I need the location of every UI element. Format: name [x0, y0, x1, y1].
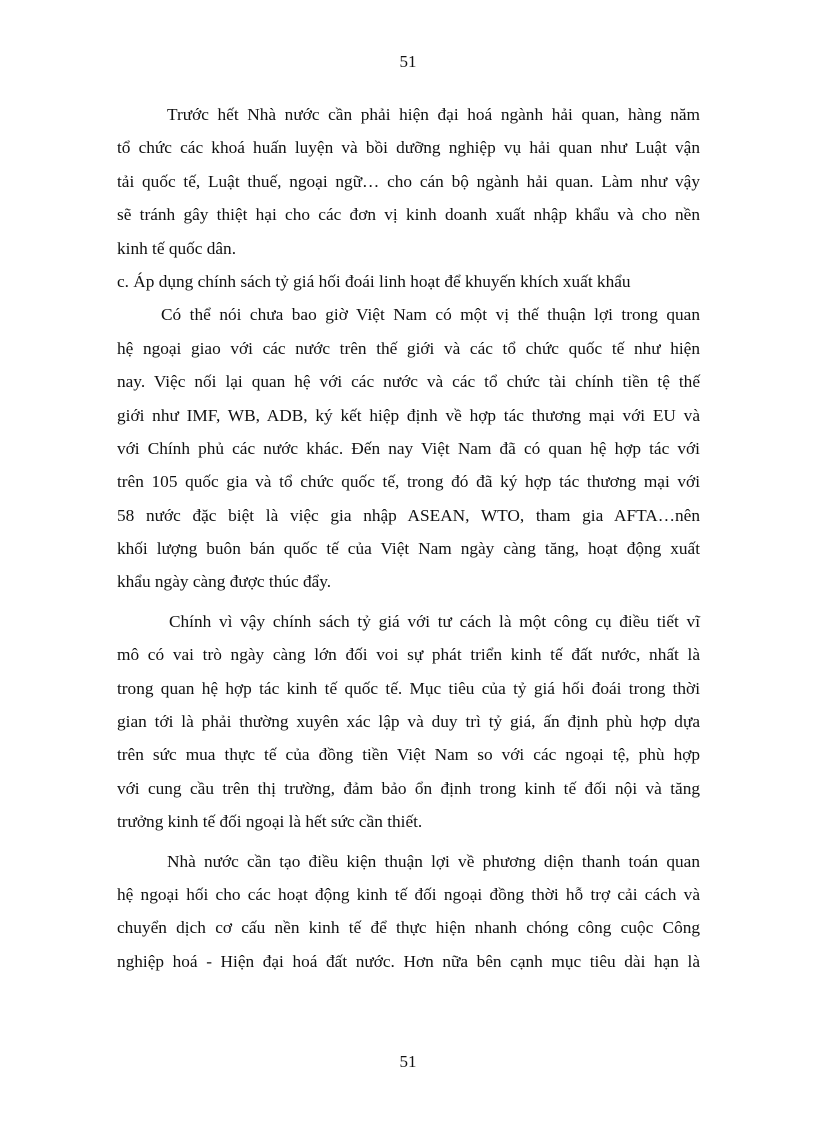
text-line: với cung cầu trên thị trường, đảm bảo ổn định trong kinh tế đối nội và tăng — [117, 778, 700, 798]
text-line: sẽ tránh gây thiệt hại cho các đơn vị kinh doanh xuất nhập khẩu và cho nền — [117, 205, 700, 225]
paragraph-exchange-rate-policy — [117, 605, 700, 839]
text-line: Trước hết Nhà nước cần phải hiện đại hoá ngành hải quan, hàng năm — [167, 105, 700, 124]
text-line: Chính vì vậy chính sách tỷ giá với tư cách là một công cụ điều tiết vĩ — [169, 611, 700, 631]
section-heading-text: c. Áp dụng chính sách tỷ giá hối đoái linh hoạt để khuyến khích xuất khẩu — [117, 271, 631, 291]
text-line: gian tới là phải thường xuyên xác lập và duy trì tỷ giá, ấn định phù hợp dựa — [117, 712, 700, 732]
section-heading — [117, 265, 700, 298]
paragraph-customs-modernization — [117, 98, 700, 265]
text-line: khẩu ngày càng được thúc đẩy. — [117, 572, 332, 592]
text-line: khối lượng buôn bán quốc tế của Việt Nam ngày càng tăng, hoạt động xuất — [117, 539, 700, 559]
text-line: hệ ngoại giao với các nước trên thế giới và các tổ chức quốc tế như hiện — [117, 338, 700, 358]
text-line: hệ ngoại hối cho các hoạt động kinh tế đối ngoại đồng thời hỗ trợ cải cách và — [117, 884, 700, 904]
text-line: trên 105 quốc gia và tổ chức quốc tế, trong đó đã ký hợp tác thương mại với — [117, 472, 700, 492]
document-body — [117, 98, 700, 978]
text-line: giới như IMF, WB, ADB, ký kết hiệp định về hợp tác thương mại với EU và — [117, 405, 700, 425]
paragraph-foreign-relations — [117, 298, 700, 599]
text-line: Nhà nước cần tạo điều kiện thuận lợi về phương diện thanh toán quan — [167, 851, 700, 871]
text-line: tải quốc tế, Luật thuế, ngoại ngữ… cho cán bộ ngành hải quan. Làm như vậy — [117, 171, 700, 191]
text-line: nghiệp hoá - Hiện đại hoá đất nước. Hơn nữa bên cạnh mục tiêu dài hạn là — [117, 951, 700, 971]
text-line: 58 nước đặc biệt là việc gia nhập ASEAN, WTO, tham gia AFTA…nên — [117, 505, 700, 525]
page-number-bottom: 51 — [399, 1052, 417, 1071]
text-line: chuyển dịch cơ cấu nền kinh tế để thực hiện nhanh chóng công cuộc Công — [117, 918, 700, 938]
page-number-top: 51 — [399, 52, 417, 71]
text-line: trong quan hệ hợp tác kinh tế quốc tế. Mục tiêu của tỷ giá hối đoái trong thời — [117, 678, 700, 698]
text-line: mô có vai trò ngày càng lớn đối voi sự phát triển kinh tế đất nước, nhất là — [117, 645, 700, 665]
text-line: trưởng kinh tế đối ngoại là hết sức cần thiết. — [117, 812, 423, 832]
text-line: Có thể nói chưa bao giờ Việt Nam có một vị thế thuận lợi trong quan — [161, 305, 700, 325]
text-line: nay. Việc nối lại quan hệ với các nước và các tổ chức tài chính tiền tệ thế — [117, 372, 700, 392]
text-line: trên sức mua thực tế của đồng tiền Việt Nam so với các ngoại tệ, phù hợp — [117, 745, 700, 765]
text-line: kinh tế quốc dân. — [117, 238, 237, 258]
text-line: tổ chức các khoá huấn luyện và bồi dưỡng nghiệp vụ hải quan như Luật vận — [117, 138, 700, 158]
paragraph-state-support — [117, 845, 700, 979]
text-line: với Chính phủ các nước khác. Đến nay Việt Nam đã có quan hệ hợp tác với — [117, 438, 700, 458]
